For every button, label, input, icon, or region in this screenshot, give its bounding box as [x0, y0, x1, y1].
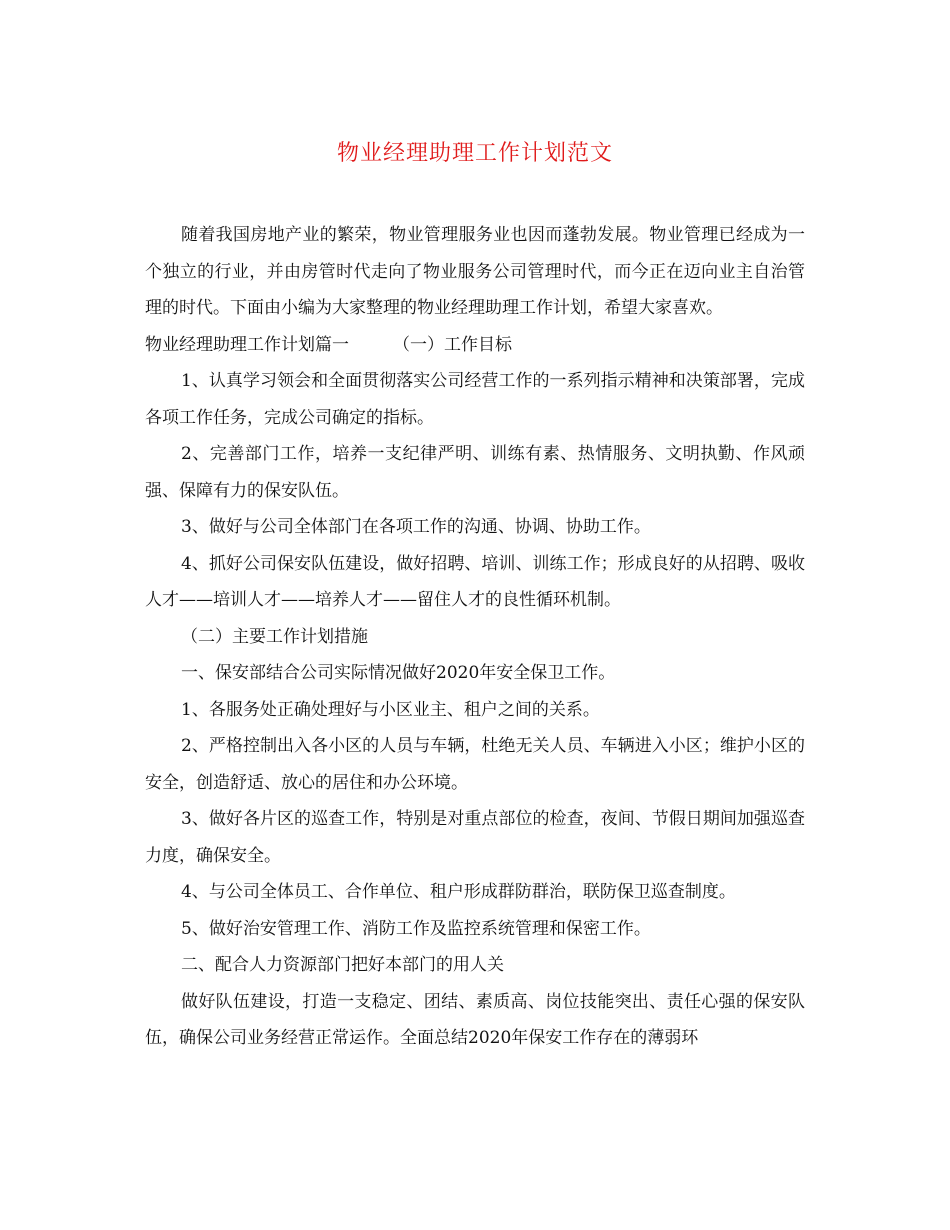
- part1-item: 1、各服务处正确处理好与小区业主、租户之间的关系。: [181, 699, 600, 720]
- part2-heading: 二、配合人力资源部门把好本部门的用人关: [181, 955, 504, 975]
- part1-item: 2、严格控制出入各小区的人员与车辆，杜绝无关人员、车辆进入小区；维护小区的安全，创造舒适、放心的居住和办公环境。: [145, 736, 805, 793]
- document-title: 物业经理助理工作计划范文: [336, 141, 613, 166]
- goal-paragraph: 1、认真学习领会和全面贯彻落实公司经营工作的一系列指示精神和决策部署，完成各项工作任务，完成公司确定的指标。: [145, 371, 805, 428]
- part1-heading: 一、保安部结合公司实际情况做好2020年安全保卫工作。: [181, 663, 616, 683]
- goal-paragraph: 2、完善部门工作，培养一支纪律严明、训练有素、热情服务、文明执勤、作风顽强、保障有力的保安队伍。: [145, 444, 805, 501]
- part1-item: 4、与公司全体员工、合作单位、租户形成群防群治，联防保卫巡查制度。: [181, 882, 736, 902]
- section-subheading: （一）工作目标: [393, 334, 512, 355]
- section-heading-line: [145, 327, 805, 364]
- measures-heading: （二）主要工作计划措施: [181, 626, 368, 647]
- part2-paragraph: 做好队伍建设，打造一支稳定、团结、素质高、岗位技能突出、责任心强的保安队伍，确保公司业务经营正常运作。全面总结2020年保安工作存在的薄弱环: [145, 991, 805, 1048]
- part1-item: 3、做好各片区的巡查工作，特别是对重点部位的检查，夜间、节假日期间加强巡查力度，确保安全。: [145, 809, 805, 866]
- goal-paragraph: 3、做好与公司全体部门在各项工作的沟通、协调、协助工作。: [181, 517, 651, 537]
- section-heading: 物业经理助理工作计划篇一: [145, 334, 349, 355]
- part1-item: 5、做好治安管理工作、消防工作及监控系统管理和保密工作。: [181, 918, 651, 939]
- document-body: [145, 217, 805, 1057]
- intro-paragraph: 随着我国房地产业的繁荣，物业管理服务业也因而蓬勃发展。物业管理已经成为一个独立的行业，并由房管时代走向了物业服务公司管理时代，而今正在迈向业主自治管理的时代。下面由小编为大家整理的物业经理助理工作计划，希望大家喜欢。: [145, 225, 805, 318]
- goal-paragraph: 4、抓好公司保安队伍建设，做好招聘、培训、训练工作；形成良好的从招聘、吸收人才——培训人才——培养人才——留住人才的良性循环机制。: [145, 553, 805, 610]
